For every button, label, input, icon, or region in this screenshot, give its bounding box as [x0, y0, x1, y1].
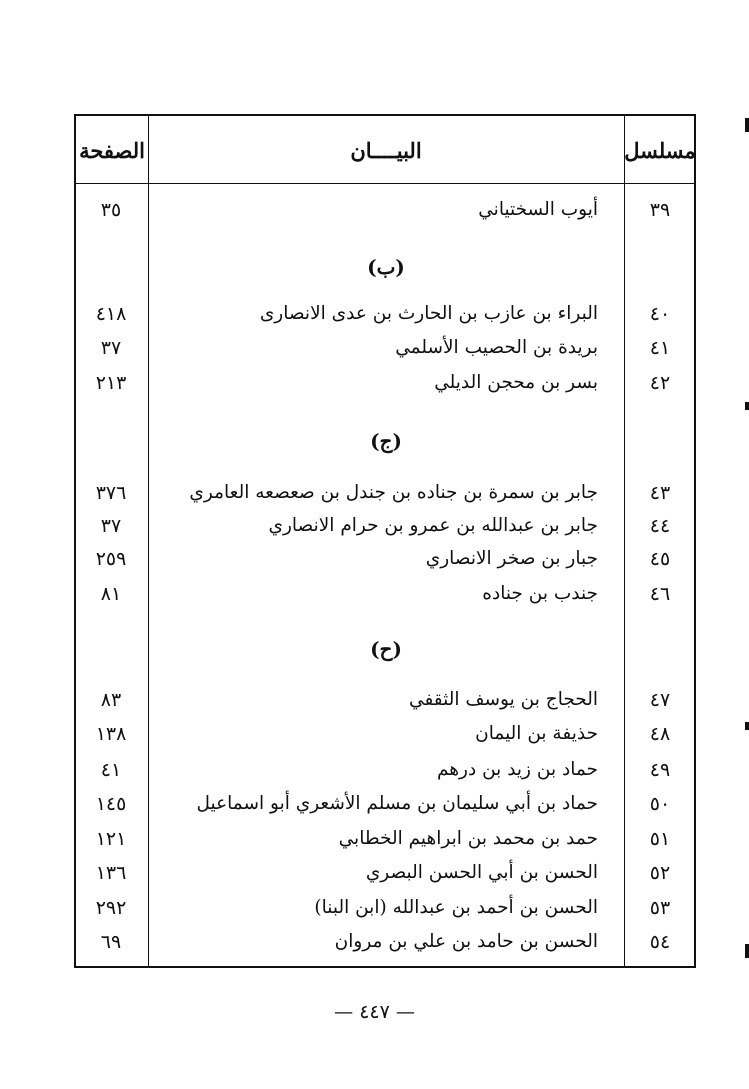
entry-name: حمد بن محمد بن ابراهيم الخطابي [338, 828, 598, 849]
page-ref: ٢٩٢ [95, 897, 127, 919]
entry-name: جابر بن سمرة بن جناده بن جندل بن صعصعه العامري [189, 482, 598, 503]
entry-name: الحجاج بن يوسف الثقفي [409, 689, 598, 710]
serial-number: ٥١ [649, 828, 671, 850]
table-row [76, 367, 694, 399]
table-row [76, 788, 694, 820]
table-row [76, 298, 694, 330]
entry-name: بريدة بن الحصيب الأسلمي [395, 337, 598, 358]
section-heading: (ب) [367, 255, 405, 279]
entry-name: جبار بن صخر الانصاري [425, 548, 598, 569]
page-ref: ٣٥ [100, 199, 122, 221]
serial-number: ٤٧ [649, 689, 671, 711]
table-row [76, 718, 694, 750]
table-row [76, 510, 694, 542]
scan-edge-mark [745, 722, 749, 730]
table-row [76, 754, 694, 786]
table-row [76, 857, 694, 889]
page-ref: ١٣٦ [95, 862, 127, 884]
table-row [76, 194, 694, 226]
entry-name: الحسن بن أحمد بن عبدالله (ابن البنا) [314, 897, 598, 918]
section-heading: (ح) [370, 637, 402, 661]
page-ref: ٣٧ [100, 515, 122, 537]
page-ref: ٨٣ [100, 689, 122, 711]
table-row [76, 543, 694, 575]
serial-number: ٤٤ [649, 515, 671, 537]
entry-name: الحسن بن حامد بن علي بن مروان [334, 931, 598, 952]
page-ref: ٨١ [100, 583, 122, 605]
page-ref: ٣٧٦ [95, 482, 127, 504]
page-ref: ٤١٨ [95, 303, 127, 325]
header-description: البيــــان [350, 137, 422, 163]
header-divider [76, 183, 694, 184]
table-row [76, 578, 694, 610]
page-number: — ٤٤٧ — [334, 1001, 415, 1023]
table-row [76, 823, 694, 855]
page-ref: ٣٧ [100, 337, 122, 359]
page-ref: ١٢١ [95, 828, 127, 850]
serial-number: ٤٢ [649, 372, 671, 394]
serial-number: ٤٩ [649, 759, 671, 781]
serial-number: ٥٢ [649, 862, 671, 884]
page-ref: ٤١ [100, 759, 122, 781]
scan-edge-mark [745, 402, 749, 410]
entry-name: البراء بن عازب بن الحارث بن عدى الانصارى [259, 303, 598, 324]
table-row [76, 332, 694, 364]
header-serial: مسلسل [624, 137, 696, 163]
entry-name: حذيفة بن اليمان [475, 723, 598, 744]
entry-name: جابر بن عبدالله بن عمرو بن حرام الانصاري [268, 515, 598, 536]
header-page: الصفحة [79, 137, 145, 163]
entry-name: أيوب السختياني [478, 199, 598, 220]
table-row [76, 926, 694, 958]
serial-number: ٥٣ [649, 897, 671, 919]
table-row [76, 477, 694, 509]
page-ref: ١٣٨ [95, 723, 127, 745]
entry-name: حماد بن أبي سليمان بن مسلم الأشعري أبو اسماعيل [196, 793, 598, 814]
page-ref: ١٤٥ [95, 793, 127, 815]
section-heading: (ج) [370, 429, 402, 453]
serial-number: ٣٩ [649, 199, 671, 221]
serial-number: ٤٣ [649, 482, 671, 504]
serial-number: ٤٥ [649, 548, 671, 570]
serial-number: ٤٨ [649, 723, 671, 745]
serial-number: ٤٠ [649, 303, 671, 325]
serial-number: ٥٠ [649, 793, 671, 815]
serial-number: ٤١ [649, 337, 671, 359]
serial-number: ٥٤ [649, 931, 671, 953]
scan-edge-mark [745, 118, 749, 132]
index-table [74, 114, 696, 968]
page-ref: ٢٥٩ [95, 548, 127, 570]
scan-edge-mark [745, 944, 749, 958]
table-row [76, 892, 694, 924]
page-ref: ٦٩ [100, 931, 122, 953]
table-row [76, 684, 694, 716]
entry-name: الحسن بن أبي الحسن البصري [365, 862, 598, 883]
page-ref: ٢١٣ [95, 372, 127, 394]
entry-name: بسر بن محجن الديلي [434, 372, 598, 393]
entry-name: حماد بن زيد بن درهم [436, 759, 598, 780]
serial-number: ٤٦ [649, 583, 671, 605]
entry-name: جندب بن جناده [482, 583, 598, 604]
